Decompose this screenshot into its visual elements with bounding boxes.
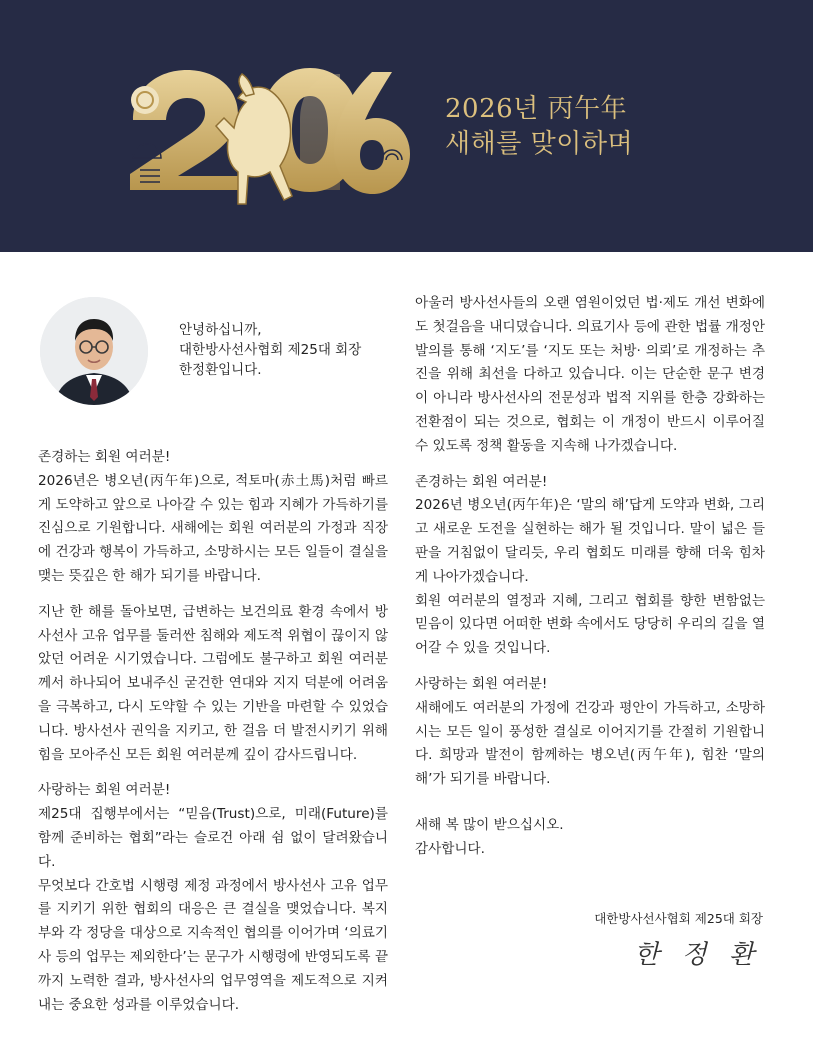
paragraph [38,779,388,1017]
salutation: 사랑하는 회원 여러분! [38,782,171,799]
paragraph-text: 새해에도 여러분의 가정에 건강과 평안이 가득하고, 소망하시는 모든 일이 풍성한 결실로 이어지기를 간절히 기원합니다. 희망과 발전이 함께하는 병오년(丙午年), 힘찬 ‘말의 해’가 되기를 바랍니다. [415,699,765,788]
banner-title-line1: 2026년 丙午年 [445,94,628,124]
greeting-line: 안녕하십니까, [179,322,262,338]
paragraph [38,446,388,589]
salutation: 존경하는 회원 여러분! [415,473,548,490]
greeting-line: 대한방사선사협회 제25대 회장 [179,342,362,358]
closing-line: 새해 복 많이 받으십시오. [415,816,564,833]
salutation: 존경하는 회원 여러분! [38,449,171,465]
paragraph-text: 무엇보다 간호법 시행령 제정 과정에서 방사선사 고유 업무를 지키기 위한 협회의 대응은 큰 결실을 맺었습니다. 복지부와 각 정당을 대상으로 지속적인 협의를 이어가며 ‘의료기사 등의 업무는 제외한다’는 문구가 시행령에 반영되도록 끝까지 노력한 결과, 방사선사의 업무영역을 제도적으로 지켜내는 중요한 성과를 이루었습니다. [38,877,388,1013]
signature-name: 한 정 환 [634,940,761,970]
salutation: 사랑하는 회원 여러분! [415,675,548,692]
year-2026-graphic [0,0,813,252]
paragraph-text: 회원 여러분의 열정과 지혜, 그리고 협회를 향한 변함없는 믿음이 있다면 어떠한 변화 속에서도 당당히 우리의 길을 열어갈 수 있을 것입니다. [415,592,765,657]
paragraph-text: 2026년은 병오년(丙午年)으로, 적토마(赤土馬)처럼 빠르게 도약하고 앞으로 나아갈 수 있는 힘과 지혜가 가득하기를 진심으로 기원합니다. 새해에는 회원 여러분의 가정과 직장에 건강과 행복이 가득하고, 소망하시는 모든 일들이 결실을 맺는 뜻깊은 한 해가 되기를 바랍니다. [38,472,388,584]
paragraph-text: 지난 한 해를 돌아보면, 급변하는 보건의료 환경 속에서 방사선사 고유 업무를 둘러싼 침해와 제도적 위협이 끊이지 않았던 어려운 시기였습니다. 그럼에도 불구하고 회원 여러분께서 하나되어 보내주신 굳건한 연대와 지지 덕분에 어려움을 극복하고, 다시 도약할 수 있는 기반을 마련할 수 있었습니다. 방사선사 권익을 지키고, 한 걸음 더 발전시키기 위해 힘을 모아주신 모든 회원 여러분께 깊이 감사드립니다. [38,603,388,763]
signature-organization: 대한방사선사협회 제25대 회장 [594,911,763,926]
paragraph-text: 2026년 병오년(丙午年)은 ‘말의 해’답게 도약과 변화, 그리고 새로운 도전을 실현하는 해가 될 것입니다. 말이 넓은 들판을 거침없이 달리듯, 우리 협회도 미래를 향해 더욱 힘차게 나아가겠습니다. [415,497,765,585]
letter-left-column [38,446,388,1029]
letter-right-column [415,292,765,874]
paragraph [415,471,765,661]
greeting-line: 한정환입니다. [179,362,262,378]
president-photo-avatar [40,297,148,405]
closing-line: 감사합니다. [415,840,485,857]
header-banner [0,0,813,252]
greeting-block [179,320,361,380]
banner-title [445,92,633,162]
paragraph [415,814,765,862]
paragraph-text: 제25대 집행부에서는 “믿음(Trust)으로, 미래(Future)를 함께 준비하는 협회”라는 슬로건 아래 쉼 없이 달려왔습니다. [38,806,388,870]
pattern-circle-icon [131,86,161,158]
paragraph [415,673,765,792]
banner-title-line2: 새해를 맞이하며 [445,129,634,159]
person-portrait-icon [40,297,148,405]
paragraph-text: 아울러 방사선사들의 오랜 염원이었던 법·제도 개선 변화에도 첫걸음을 내디뎠습니다. 의료기사 등에 관한 법률 개정안 발의를 통해 ‘지도’를 ‘지도 또는 처방· 의뢰’로 개정하는 추진을 위해 최선을 다하고 있습니다. 이는 단순한 문구 변경이 아니라 방사선사의 전문성과 법적 지위를 한층 강화하는 전환점이 되는 것으로, 협회는 이 개정이 반드시 이루어질 수 있도록 정책 활동을 지속해 나가겠습니다. [415,295,765,454]
